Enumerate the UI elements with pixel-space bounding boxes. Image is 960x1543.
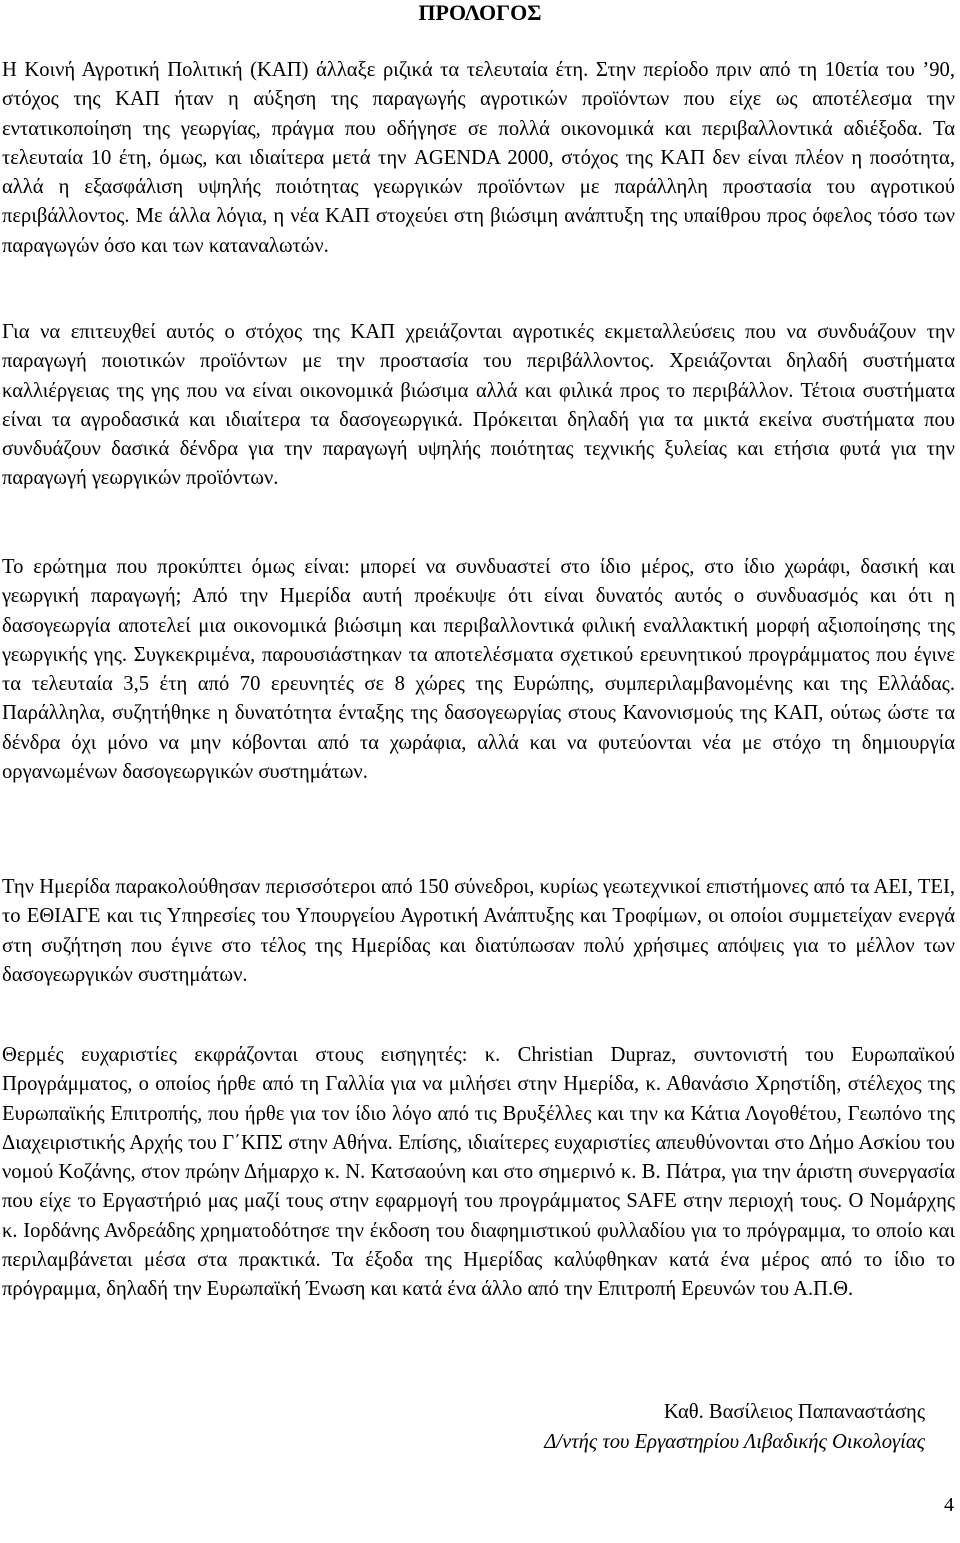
paragraph-2: Για να επιτευχθεί αυτός ο στόχος της ΚΑΠ χρειάζονται αγροτικές εκμεταλλεύσεις που να συνδυάζουν την παραγωγή ποιοτικών προϊόντων με την προστασία του περιβάλλοντος. Χρειάζονται δηλαδή συστήματα καλλιέργειας της γης που να είναι οικονομικά βιώσιμα αλλά και φιλικά προς το περιβάλλον. Τέτοια συστήματα είναι τα αγροδασικά και ιδιαίτερα τα δασογεωργικά. Πρόκειται δηλαδή για τα μικτά εκείνα συστήματα που συνδυάζουν δασικά δένδρα για την παραγωγή υψηλής ποιότητας τεχνικής ξυλείας και ετήσια φυτά για την παραγωγή γεωργικών προϊόντων. — [2, 321, 955, 490]
paragraph-1: Η Κοινή Αγροτική Πολιτική (ΚΑΠ) άλλαξε ριζικά τα τελευταία έτη. Στην περίοδο πριν από τη 10ετία του ’90, στόχος της ΚΑΠ ήταν η αύξηση της παραγωγής αγροτικών προϊόντων που είχε ως αποτέλεσμα την εντατικοποίηση της γεωργίας, πράγμα που οδήγησε σε πολλά οικονομικά και περιβαλλοντικά αδιέξοδα. Τα τελευταία 10 έτη, όμως, και ιδιαίτερα μετά την AGENDA 2000, στόχος της ΚΑΠ δεν είναι πλέον η ποσότητα, αλλά η εξασφάλιση υψηλής ποιότητας γεωργικών προϊόντων με παράλληλη προστασία του αγροτικού περιβάλλοντος. Με άλλα λόγια, η νέα ΚΑΠ στοχεύει στη βιώσιμη ανάπτυξη της υπαίθρου προς όφελος τόσο των παραγωγών όσο και των καταναλωτών. — [2, 59, 955, 257]
page-title: ΠΡΟΛΟΓΟΣ — [418, 0, 542, 25]
paragraph-5: Θερμές ευχαριστίες εκφράζονται στους εισηγητές: κ. Christian Dupraz, συντονιστή του Ευρωπαϊκού Προγράμματος, ο οποίος ήρθε από τη Γαλλία για να μιλήσει στην Ημερίδα, κ. Αθανάσιο Χρηστίδη, στέλεχος της Ευρωπαϊκής Επιτροπής, που ήρθε για τον ίδιο λόγο από τις Βρυξέλλες και την κα Κάτια Λογοθέτου, Γεωπόνο της Διαχειριστικής Αρχής του Γ΄ΚΠΣ στην Αθήνα. Επίσης, ιδιαίτερες ευχαριστίες απευθύνονται στο Δήμο Ασκίου του νομού Κοζάνης, στον πρώην Δήμαρχο κ. Ν. Κατσαούνη και στο σημερινό κ. Β. Πάτρα, για την άριστη συνεργασία που είχε το Εργαστήριό μας μαζί τους στην εφαρμογή του προγράμματος SAFE στην περιοχή τους. Ο Νομάρχης κ. Ιορδάνης Ανδρεάδης χρηματοδότησε την έκδοση του διαφημιστικού φυλλαδίου για το πρόγραμμα, το οποίο και περιλαμβάνεται μέσα στα πρακτικά. Τα έξοδα της Ημερίδας καλύφθηκαν κατά ένα μέρος από το ίδιο το πρόγραμμα, δηλαδή την Ευρωπαϊκή Ένωση και κατά ένα άλλο από την Επιτροπή Ερευνών του Α.Π.Θ. — [2, 1044, 955, 1301]
signature-role: Δ/ντής του Εργαστηρίου Λιβαδικής Οικολογίας — [544, 1431, 925, 1453]
paragraph-3: Το ερώτημα που προκύπτει όμως είναι: μπορεί να συνδυαστεί στο ίδιο μέρος, στο ίδιο χωράφι, δασική και γεωργική παραγωγή; Από την Ημερίδα αυτή προέκυψε ότι είναι δυνατός αυτός ο συνδυασμός και ότι η δασογεωργία αποτελεί μια οικονομικά βιώσιμη και περιβαλλοντικά φιλική εναλλακτική μορφή αξιοποίησης της γεωργικής γης. Συγκεκριμένα, παρουσιάστηκαν τα αποτελέσματα σχετικού ερευνητικού προγράμματος που έγινε τα τελευταία 3,5 έτη από 70 ερευνητές σε 8 χώρες της Ευρώπης, συμπεριλαμβανομένης και της Ελλάδας. Παράλληλα, συζητήθηκε η δυνατότητα ένταξης της δασογεωργίας στους Κανονισμούς της ΚΑΠ, ούτως ώστε τα δένδρα όχι μόνο να μην κόβονται από τα χωράφια, αλλά και να φυτεύονται νέα με στόχο τη δημιουργία οργανωμένων δασογεωργικών συστημάτων. — [2, 556, 955, 784]
paragraph-4: Την Ημερίδα παρακολούθησαν περισσότεροι από 150 σύνεδροι, κυρίως γεωτεχνικοί επιστήμονες από τα ΑΕΙ, ΤΕΙ, το ΕΘΙΑΓΕ και τις Υπηρεσίες του Υπουργείου Αγροτική Ανάπτυξης και Τροφίμων, οι οποίοι συμμετείχαν ενεργά στη συζήτηση που έγινε στο τέλος της Ημερίδας και διατύπωσαν πολύ χρήσιμες απόψεις για το μέλλον των δασογεωργικών συστημάτων. — [2, 876, 955, 986]
signature-name: Καθ. Βασίλειος Παπαναστάσης — [663, 1401, 925, 1423]
page-number: 4 — [944, 1494, 954, 1516]
